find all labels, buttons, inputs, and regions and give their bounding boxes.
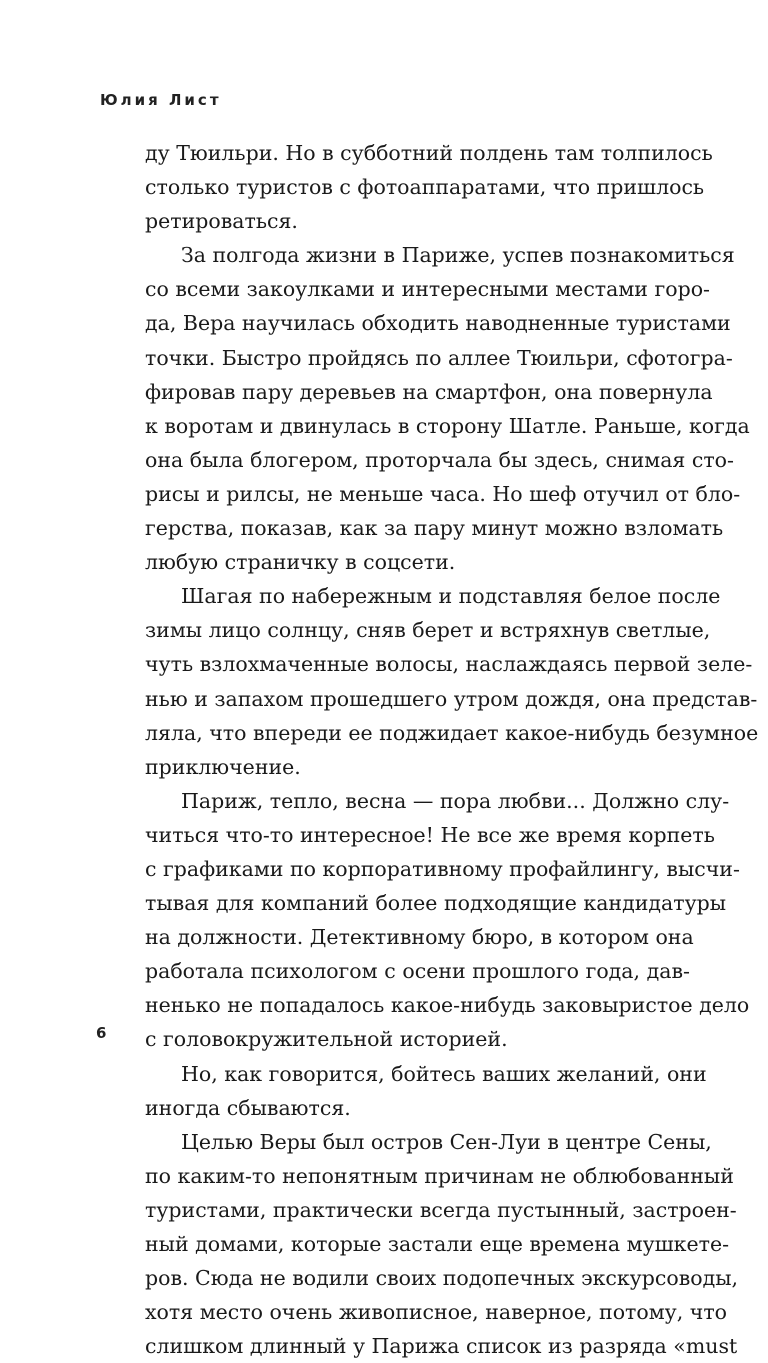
text-line: приключение. bbox=[145, 754, 301, 779]
text-line: ду Тюильри. Но в субботний полдень там толпилось bbox=[145, 141, 713, 165]
body-text bbox=[145, 136, 759, 1363]
text-line: тывая для компаний более подходящие кандидатуры bbox=[145, 891, 727, 916]
text-line: ретироваться. bbox=[145, 209, 298, 234]
text-line: с головокружительной историей. bbox=[145, 1027, 508, 1052]
text-line: ров. Сюда не водили своих подопечных экскурсоводы, bbox=[145, 1266, 739, 1291]
text-line: работала психологом с осени прошлого года, дав- bbox=[145, 959, 690, 984]
text-line: она была блогером, проторчала бы здесь, снимая сто- bbox=[145, 447, 734, 472]
text-line: фировав пару деревьев на смартфон, она повернула bbox=[145, 379, 713, 404]
text-line: герства, показав, как за пару минут можно взломать bbox=[145, 516, 724, 541]
text-line: иногда сбываются. bbox=[145, 1095, 351, 1120]
text-line: Париж, тепло, весна — пора любви... Должно слу- bbox=[181, 788, 730, 813]
text-line: ненько не попадалось какое-нибудь заковыристое дело bbox=[145, 993, 750, 1018]
text-line: Шагая по набережным и подставляя белое после bbox=[181, 584, 721, 609]
text-line: рисы и рилсы, не меньше часа. Но шеф отучил от бло- bbox=[145, 481, 741, 506]
text-line: хотя место очень живописное, наверное, потому, что bbox=[145, 1300, 728, 1325]
text-line: со всеми закоулками и интересными местами горо- bbox=[145, 277, 710, 302]
text-line: точки. Быстро пройдясь по аллее Тюильри, сфотогра- bbox=[145, 345, 733, 370]
text-line: слишком длинный у Парижа список из разряда «must bbox=[145, 1334, 738, 1359]
running-head-author: Юлия Лист bbox=[100, 91, 222, 109]
text-line: по каким-то непонятным причинам не облюбованный bbox=[145, 1163, 734, 1188]
text-line: ный домами, которые застали еще времена мушкете- bbox=[145, 1232, 730, 1256]
page-number: 6 bbox=[96, 1024, 107, 1042]
text-line: да, Вера научилась обходить наводненные туристами bbox=[145, 311, 731, 336]
text-line: к воротам и двинулась в сторону Шатле. Раньше, когда bbox=[145, 413, 750, 438]
text-line: туристами, практически всегда пустынный, застроен- bbox=[145, 1197, 737, 1222]
text-line: За полгода жизни в Париже, успев познакомиться bbox=[181, 243, 735, 268]
text-line: нью и запахом прошедшего утром дождя, она представ- bbox=[145, 686, 758, 711]
text-line: столько туристов с фотоаппаратами, что пришлось bbox=[145, 175, 705, 200]
text-line: читься что-то интересное! Не все же время корпеть bbox=[145, 822, 715, 847]
text-line: ляла, что впереди ее поджидает какое-нибудь безумное bbox=[145, 720, 759, 745]
text-line: зимы лицо солнцу, сняв берет и встряхнув светлые, bbox=[145, 618, 711, 643]
text-line: чуть взлохмаченные волосы, наслаждаясь первой зеле- bbox=[145, 652, 753, 677]
text-line: с графиками по корпоративному профайлингу, высчи- bbox=[145, 856, 740, 881]
text-line: Но, как говорится, бойтесь ваших желаний, они bbox=[181, 1061, 707, 1086]
text-line: на должности. Детективному бюро, в котором она bbox=[145, 925, 694, 950]
text-line: любую страничку в соцсети. bbox=[145, 550, 456, 575]
text-line: Целью Веры был остров Сен-Луи в центре Сены, bbox=[181, 1129, 712, 1154]
